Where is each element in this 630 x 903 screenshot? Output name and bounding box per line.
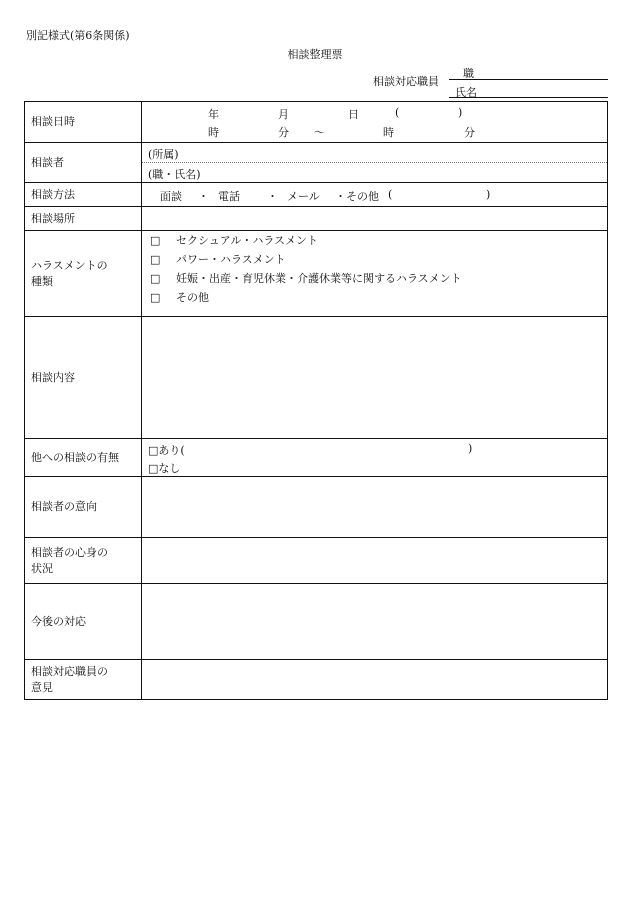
position-name-label: (職・氏名) bbox=[148, 168, 201, 181]
label-condition bbox=[25, 538, 142, 584]
label-staff-opinion-line2: 意見 bbox=[31, 680, 53, 694]
label-condition-line2: 状況 bbox=[31, 561, 53, 575]
condition-field[interactable] bbox=[142, 538, 608, 584]
hour-unit-end: 時 bbox=[383, 126, 394, 139]
harassment-type-field bbox=[142, 231, 608, 317]
method-paren-open: ( bbox=[388, 188, 393, 201]
label-datetime: 相談日時 bbox=[25, 102, 142, 143]
staff-name-label: 氏名 bbox=[455, 86, 477, 99]
page-title: 相談整理票 bbox=[287, 48, 343, 61]
minute-unit-start: 分 bbox=[278, 126, 289, 139]
staff-position-label: 職 bbox=[463, 67, 474, 80]
staff-label: 相談対応職員 bbox=[373, 75, 439, 88]
affiliation-label: (所属) bbox=[148, 148, 179, 161]
row-method bbox=[25, 183, 608, 207]
harassment-option-sexual[interactable] bbox=[150, 231, 462, 250]
checkbox[interactable]: □ bbox=[150, 234, 161, 247]
other-consult-no-option[interactable]: □なし bbox=[148, 462, 181, 475]
other-consult-paren-close: ) bbox=[468, 442, 473, 455]
label-staff-opinion bbox=[25, 660, 142, 700]
other-consult-yes-option[interactable]: □あり( bbox=[148, 444, 185, 457]
method-field[interactable] bbox=[142, 183, 608, 207]
month-unit: 月 bbox=[278, 108, 289, 121]
staff-opinion-field[interactable] bbox=[142, 660, 608, 700]
harassment-option-power[interactable] bbox=[150, 250, 462, 269]
method-option-phone[interactable]: 電話 bbox=[218, 190, 240, 203]
year-unit: 年 bbox=[208, 108, 219, 121]
harassment-option-maternity[interactable] bbox=[150, 269, 462, 288]
future-action-field[interactable] bbox=[142, 584, 608, 660]
place-field[interactable] bbox=[142, 207, 608, 231]
row-content bbox=[25, 317, 608, 439]
other-consult-field[interactable] bbox=[142, 439, 608, 477]
label-harassment-line2: 種類 bbox=[31, 274, 53, 288]
row-harassment-type bbox=[25, 231, 608, 317]
weekday-paren-open: ( bbox=[395, 106, 400, 119]
consultation-form-table bbox=[24, 101, 608, 700]
row-condition bbox=[25, 538, 608, 584]
method-option-meeting[interactable]: 面談 bbox=[160, 190, 182, 203]
method-option-other[interactable]: ・その他 bbox=[335, 190, 379, 203]
row-place bbox=[25, 207, 608, 231]
form-number-label: 別記様式(第6条関係) bbox=[26, 29, 130, 42]
label-other-consult: 他への相談の有無 bbox=[25, 439, 142, 477]
row-staff-opinion bbox=[25, 660, 608, 700]
harassment-option-other[interactable] bbox=[150, 288, 462, 307]
weekday-paren-close: ) bbox=[458, 106, 463, 119]
label-method: 相談方法 bbox=[25, 183, 142, 207]
label-place: 相談場所 bbox=[25, 207, 142, 231]
label-intention: 相談者の意向 bbox=[25, 477, 142, 538]
staff-position-line[interactable] bbox=[449, 79, 608, 80]
harassment-options bbox=[150, 231, 462, 307]
day-unit: 日 bbox=[348, 108, 359, 121]
option-label: 妊娠・出産・育児休業・介護休業等に関するハラスメント bbox=[176, 272, 462, 285]
option-label: パワー・ハラスメント bbox=[176, 253, 286, 266]
row-other-consult bbox=[25, 439, 608, 477]
datetime-field[interactable] bbox=[142, 102, 608, 143]
row-future-action bbox=[25, 584, 608, 660]
label-future-action: 今後の対応 bbox=[25, 584, 142, 660]
consulter-field[interactable] bbox=[142, 143, 608, 183]
label-harassment-line1: ハラスメントの bbox=[31, 258, 108, 272]
method-paren-close: ) bbox=[486, 188, 491, 201]
checkbox[interactable]: □ bbox=[150, 272, 161, 285]
option-label: その他 bbox=[176, 291, 209, 304]
checkbox[interactable]: □ bbox=[150, 291, 161, 304]
label-consulter: 相談者 bbox=[25, 143, 142, 183]
row-consulter bbox=[25, 143, 608, 183]
method-option-mail[interactable]: メール bbox=[287, 190, 320, 203]
label-content: 相談内容 bbox=[25, 317, 142, 439]
intention-field[interactable] bbox=[142, 477, 608, 538]
label-harassment-type bbox=[25, 231, 142, 317]
time-range-tilde: ～ bbox=[314, 126, 325, 139]
minute-unit-end: 分 bbox=[464, 126, 475, 139]
label-staff-opinion-line1: 相談対応職員の bbox=[31, 664, 108, 678]
method-separator: ・ bbox=[267, 190, 278, 203]
hour-unit-start: 時 bbox=[208, 126, 219, 139]
consulter-divider bbox=[142, 162, 607, 163]
row-intention bbox=[25, 477, 608, 538]
staff-name-line[interactable] bbox=[449, 97, 608, 98]
row-datetime bbox=[25, 102, 608, 143]
label-condition-line1: 相談者の心身の bbox=[31, 545, 108, 559]
option-label: セクシュアル・ハラスメント bbox=[176, 234, 319, 247]
method-separator: ・ bbox=[198, 190, 209, 203]
content-field[interactable] bbox=[142, 317, 608, 439]
checkbox[interactable]: □ bbox=[150, 253, 161, 266]
